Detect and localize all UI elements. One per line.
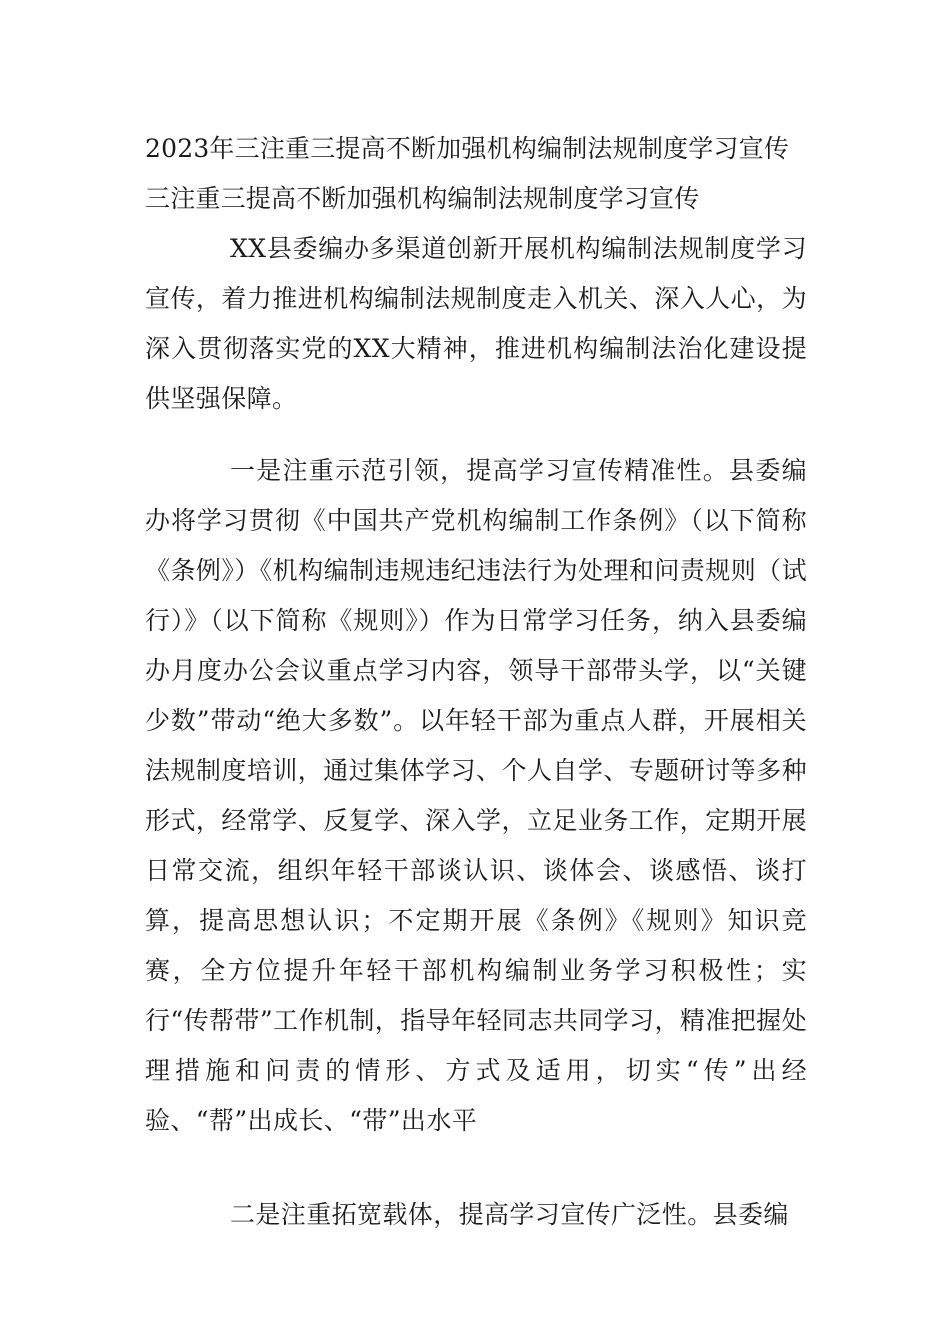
document-page <box>145 124 807 1240</box>
paragraph-intro: XX县委编办多渠道创新开展机构编制法规制度学习宣传，着力推进机构编制法规制度走入机关、深入人心，为深入贯彻落实党的XX大精神，推进机构编制法治化建设提供坚强保障。 <box>145 234 807 413</box>
paragraph-point-one: 一是注重示范引领，提高学习宣传精准性。县委编办将学习贯彻《中国共产党机构编制工作条例》（以下简称《条例》）《机构编制违规违纪违法行为处理和问责规则（试行）》（以下简称《规则》）作为日常学习任务，纳入县委编办月度办公会议重点学习内容，领导干部带头学，以“关键少数”带动“绝大多数”。以年轻干部为重点人群，开展相关法规制度培训，通过集体学习、个人自学、专题研讨等多种形式，经常学、反复学、深入学，立足业务工作，定期开展日常交流，组织年轻干部谈认识、谈体会、谈感悟、谈打算，提高思想认识；不定期开展《条例》《规则》知识竞赛，全方位提升年轻干部机构编制业务学习积极性；实行“传帮带”工作机制，指导年轻同志共同学习，精准把握处理措施和问责的情形、方式及适用，切实“传”出经验、“帮”出成长、“带”出水平 <box>145 456 807 1135</box>
document-title: 2023年三注重三提高不断加强机构编制法规制度学习宣传 <box>145 134 790 163</box>
paragraph-point-two: 二是注重拓宽载体，提高学习宣传广泛性。县委编 <box>230 1200 789 1229</box>
document-subtitle: 三注重三提高不断加强机构编制法规制度学习宣传 <box>145 184 700 213</box>
